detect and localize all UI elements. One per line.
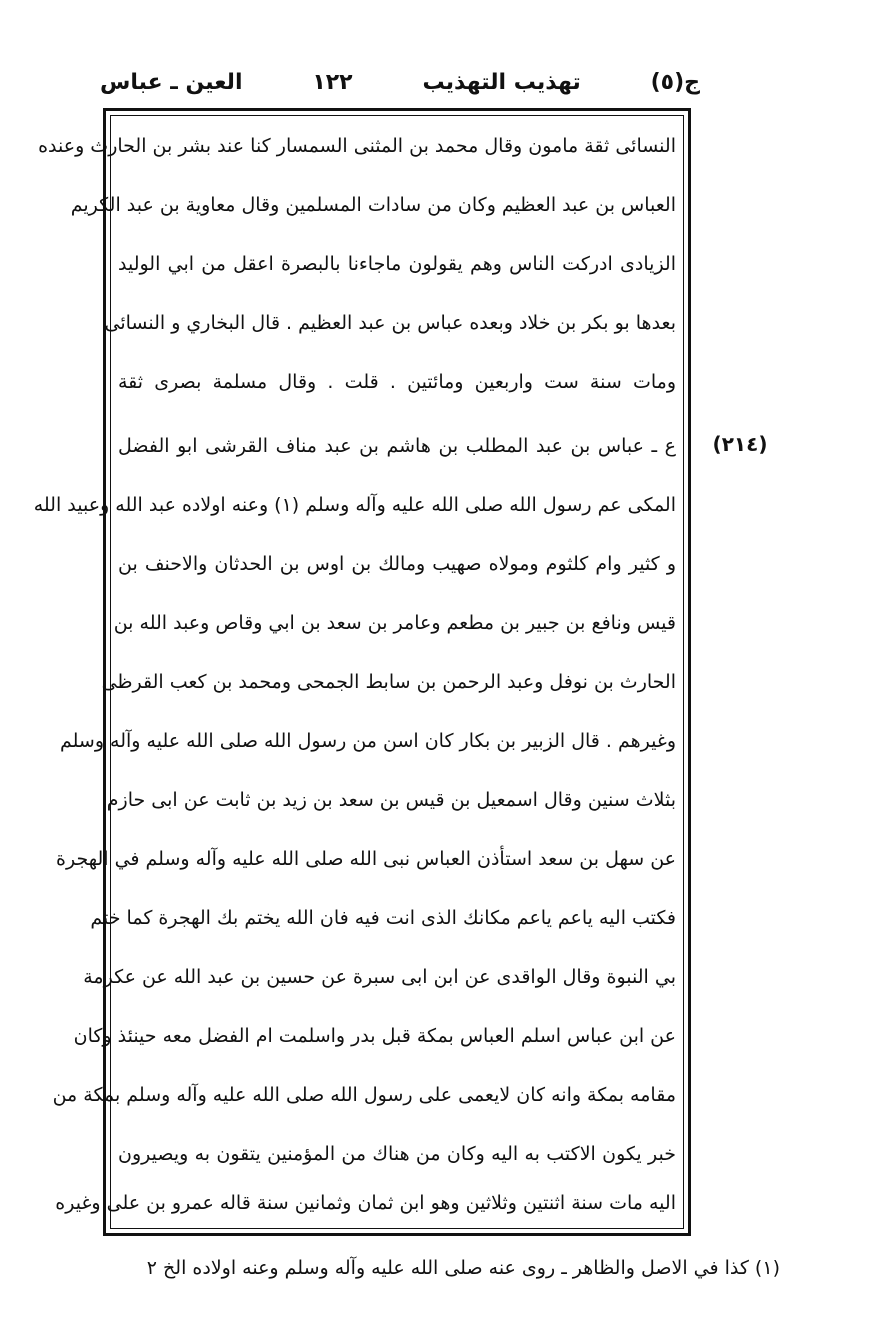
- entry-heading: ع ـ عباس بن عبد المطلب بن هاشم بن عبد مناف القرشى ابو الفضل: [118, 435, 676, 457]
- text-line: فكتب اليه ياعم ياعم مكانك الذى انت فيه فان الله يختم بك الهجرة كما ختم: [90, 907, 676, 929]
- page-number: ١٢٢: [312, 69, 353, 95]
- text-line: و كثير وام كلثوم ومولاه صهيب ومالك بن اوس بن الحدثان والاحنف بن: [118, 553, 676, 575]
- text-line: العباس بن عبد العظيم وكان من سادات المسلمين وقال معاوية بن عبد الكريم: [70, 194, 676, 216]
- text-line: بي النبوة وقال الواقدى عن ابن ابى سبرة عن حسين بن عبد الله عن عكرمة: [83, 966, 676, 988]
- text-line: وغيرهم . قال الزبير بن بكار كان اسن من رسول الله صلى الله عليه وآله وسلم: [59, 730, 676, 752]
- text-line: بعدها بو بكر بن خلاد وبعده عباس بن عبد العظيم . قال البخاري و النسائى: [104, 312, 676, 334]
- entry-number: (٢١٤): [712, 432, 768, 456]
- text-line: قيس ونافع بن جبير بن مطعم وعامر بن سعد بن ابي وقاص وعبد الله بن: [113, 612, 676, 634]
- text-line: الزيادى ادركت الناس وهم يقولون ماجاءنا بالبصرة اعقل من ابي الوليد: [118, 253, 676, 275]
- text-line: النسائى ثقة مامون وقال محمد بن المثنى السمسار كنا عند بشر بن الحارث وعنده: [38, 135, 676, 157]
- volume-label: ج(٥): [650, 69, 700, 95]
- text-line: بثلاث سنين وقال اسمعيل بن قيس بن سعد بن زيد بن ثابت عن ابى حازم: [106, 789, 676, 811]
- text-line: الحارث بن نوفل وعبد الرحمن بن سابط الجمحى ومحمد بن كعب القرظى: [101, 671, 676, 693]
- page-header: [100, 60, 700, 104]
- section-title: العين ـ عباس: [100, 69, 243, 95]
- text-line: خبر يكون الاكتب به اليه وكان من هناك من المؤمنين يتقون به ويصيرون: [118, 1143, 676, 1165]
- text-line: المكى عم رسول الله صلى الله عليه وآله وسلم (١) وعنه اولاده عبد الله وعبيد الله: [33, 494, 676, 516]
- footnote: (١) كذا في الاصل والظاهر ـ روى عنه صلى الله عليه وآله وسلم وعنه اولاده الخ ٢: [146, 1257, 780, 1279]
- book-title: تهذيب التهذيب: [422, 69, 581, 95]
- text-line: ومات سنة ست واربعين ومائتين . قلت . وقال مسلمة بصرى ثقة: [118, 371, 676, 393]
- text-line: عن سهل بن سعد استأذن العباس نبى الله صلى الله عليه وآله وسلم في الهجرة: [56, 848, 676, 870]
- text-line: اليه مات سنة اثنتين وثلاثين وهو ابن ثمان وثمانين سنة قاله عمرو بن على وغيره: [55, 1192, 676, 1214]
- text-line: مقامه بمكة وانه كان لايعمى على رسول الله صلى الله عليه وآله وسلم بمكة من: [52, 1084, 676, 1106]
- text-line: عن ابن عباس اسلم العباس بمكة قبل بدر واسلمت ام الفضل معه حينئذ وكان: [73, 1025, 676, 1047]
